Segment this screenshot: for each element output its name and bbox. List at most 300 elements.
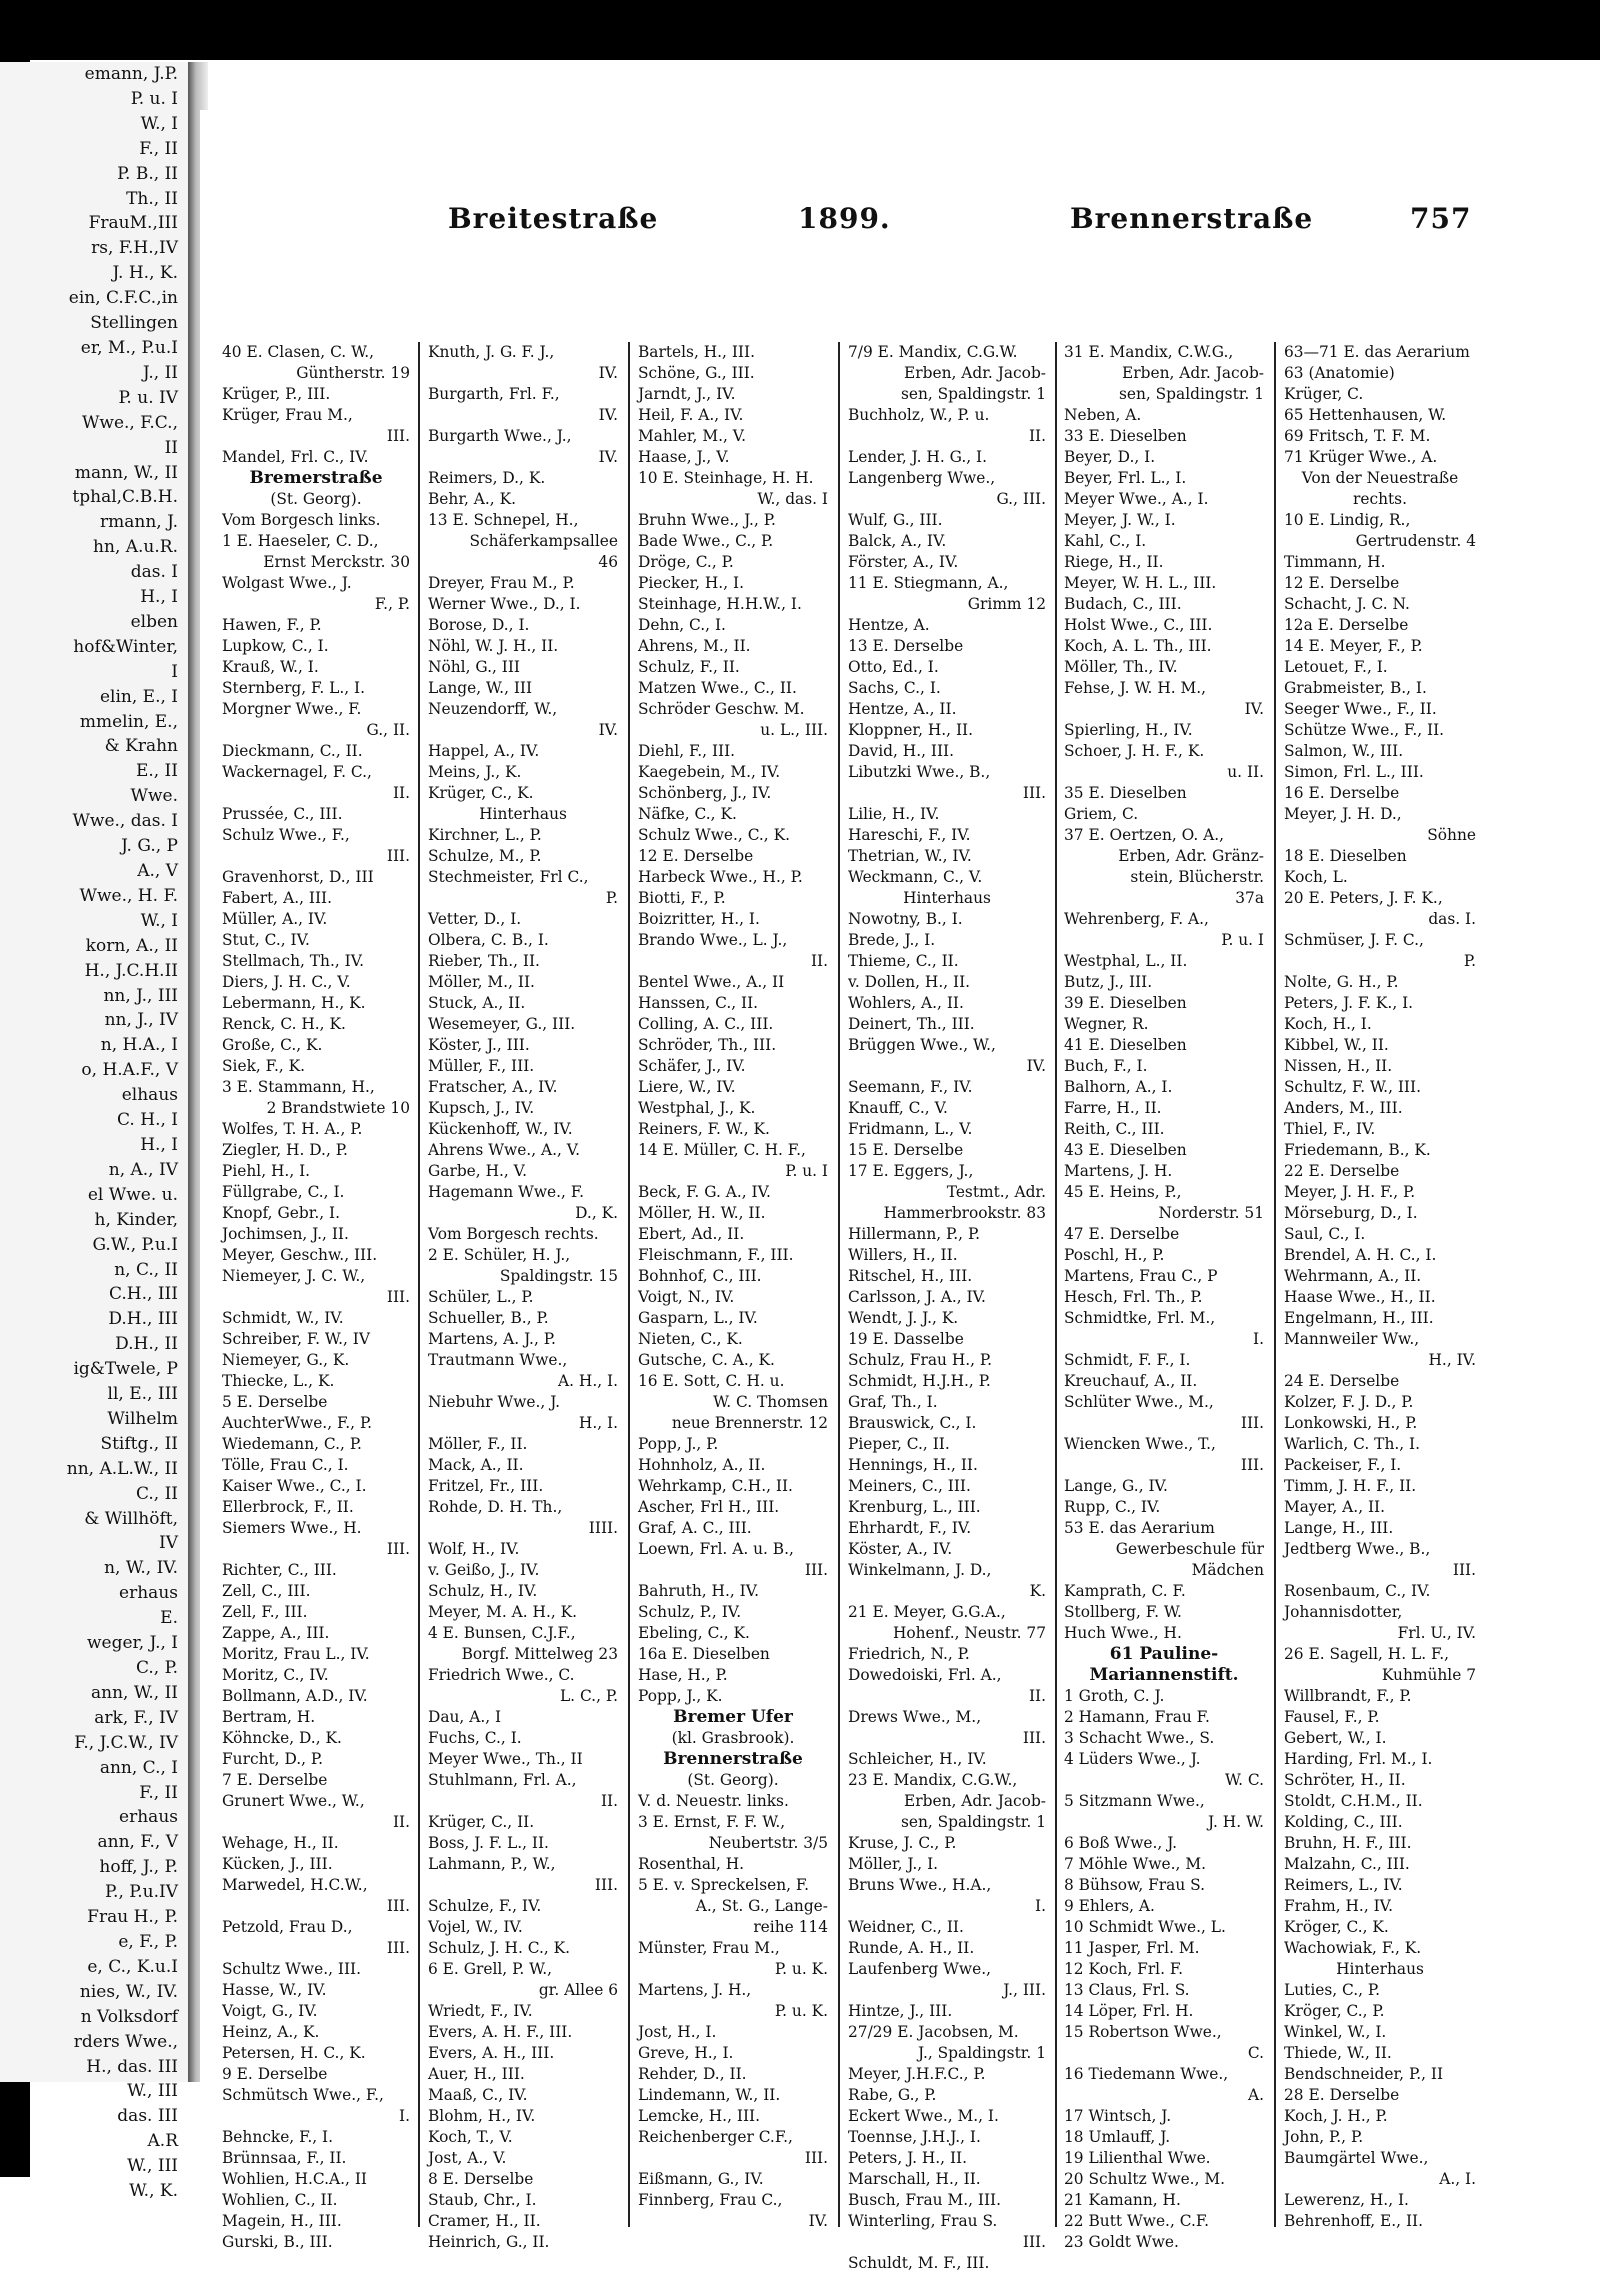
facing-page-line: Wilhelm: [107, 1408, 178, 1429]
section-note: Hinterhaus: [479, 805, 567, 823]
directory-entry: IV.: [598, 721, 618, 739]
directory-entry: Wachowiak, F., K.: [1284, 1939, 1422, 1957]
directory-entry: IIII.: [588, 1519, 618, 1537]
directory-entry: I.: [1035, 1897, 1046, 1915]
directory-entry: Lemcke, H., III.: [638, 2107, 760, 2125]
directory-entry: 28 E. Derselbe: [1284, 2086, 1400, 2104]
directory-entry: 12 Koch, Frl. F.: [1064, 1960, 1184, 1978]
directory-entry: P. u. K.: [774, 2002, 828, 2020]
directory-entry: Hagemann Wwe., F.: [428, 1183, 584, 1201]
directory-entry: Busch, Frau M., III.: [848, 2191, 1002, 2209]
directory-entry: Piecker, H., I.: [638, 574, 744, 592]
directory-entry: Kaegebein, M., IV.: [638, 763, 781, 781]
directory-entry: Renck, C. H., K.: [222, 1015, 346, 1033]
facing-page-line: Frau H., P.: [87, 1907, 178, 1928]
directory-entry: Saul, C., I.: [1284, 1225, 1366, 1243]
directory-entry: Lebermann, H., K.: [222, 994, 366, 1012]
directory-entry: W., das. I: [757, 490, 828, 508]
directory-entry: Schueller, B., P.: [428, 1309, 549, 1327]
directory-entry: gr. Allee 6: [538, 1981, 618, 1999]
directory-entry: Voigt, G., IV.: [222, 2002, 318, 2020]
directory-entry: IV.: [598, 448, 618, 466]
directory-entry: Dieckmann, C., II.: [222, 742, 363, 760]
directory-entry: Bruhn Wwe., J., P.: [638, 511, 776, 529]
directory-entry: Grunert Wwe., W.,: [222, 1792, 365, 1810]
facing-page-line: n Volksdorf: [80, 2006, 178, 2027]
directory-entry: Reimers, D., K.: [428, 469, 546, 487]
directory-entry: 10 E. Lindig, R.,: [1284, 511, 1411, 529]
directory-entry: Knauff, C., V.: [848, 1099, 948, 1117]
facing-page-line: rders Wwe.,: [73, 2031, 178, 2052]
directory-entry: Kamprath, C. F.: [1064, 1582, 1186, 1600]
directory-entry: Westphal, L., II.: [1064, 952, 1188, 970]
facing-page-line: W., K.: [129, 2181, 178, 2202]
directory-entry: Meyer, W. H. L., III.: [1064, 574, 1217, 592]
directory-entry: 71 Krüger Wwe., A.: [1284, 448, 1438, 466]
directory-entry: III.: [804, 1561, 828, 1579]
directory-entry: 4 Lüders Wwe., J.: [1064, 1750, 1201, 1768]
directory-entry: Füllgrabe, C., I.: [222, 1183, 345, 1201]
directory-entry: Zell, F., III.: [222, 1603, 308, 1621]
directory-entry: Ascher, Frl H., III.: [638, 1498, 780, 1516]
directory-entry: Möller, F., II.: [428, 1435, 528, 1453]
directory-entry: Rieber, Th., II.: [428, 952, 540, 970]
directory-entry: Spierling, H., IV.: [1064, 721, 1193, 739]
directory-entry: Mayer, A., II.: [1284, 1498, 1386, 1516]
directory-entry: Schacht, J. C. N.: [1284, 595, 1410, 613]
directory-entry: Trautmann Wwe.,: [428, 1351, 568, 1369]
directory-entry: Meyer, J.H.F.C., P.: [848, 2065, 986, 2083]
directory-entry: Schüler, L., P.: [428, 1288, 534, 1306]
directory-entry: Beyer, Frl. L., I.: [1064, 469, 1187, 487]
directory-entry: Harding, Frl. M., I.: [1284, 1750, 1433, 1768]
directory-entry: Dowedoiski, Frl. A.,: [848, 1666, 1002, 1684]
directory-entry: Bentel Wwe., A., II: [638, 973, 785, 991]
directory-entry: IV.: [808, 2212, 828, 2230]
directory-entry: Brüggen Wwe., W.,: [848, 1036, 996, 1054]
directory-entry: III.: [594, 1876, 618, 1894]
directory-entry: Wesemeyer, G., III.: [428, 1015, 576, 1033]
directory-entry: 16a E. Dieselben: [638, 1645, 770, 1663]
directory-entry: Harbeck Wwe., H., P.: [638, 868, 803, 886]
directory-entry: 13 E. Schnepel, H.,: [428, 511, 579, 529]
directory-entry: Reiners, F. W., K.: [638, 1120, 770, 1138]
directory-entry: 14 Löper, Frl. H.: [1064, 2002, 1194, 2020]
directory-entry: Wendt, J. J., K.: [848, 1309, 959, 1327]
directory-entry: Greve, H., I.: [638, 2044, 734, 2062]
directory-entry: Niemeyer, G., K.: [222, 1351, 350, 1369]
directory-entry: Behr, A., K.: [428, 490, 516, 508]
facing-page-line: D.H., II: [115, 1334, 178, 1355]
directory-entry: Diers, J. H. C., V.: [222, 973, 351, 991]
directory-entry: III.: [386, 1939, 410, 1957]
directory-entry: Hennings, H., II.: [848, 1456, 978, 1474]
directory-entry: sen, Spaldingstr. 1: [900, 385, 1046, 403]
facing-page-line: E., II: [135, 761, 178, 782]
directory-entry: III.: [386, 1897, 410, 1915]
directory-entry: Drews Wwe., M.,: [848, 1708, 982, 1726]
directory-entry: Thieme, C., II.: [848, 952, 959, 970]
directory-entry: Nöhl, G., III: [428, 658, 521, 676]
directory-entry: Peters, J. H., II.: [848, 2149, 968, 2167]
directory-entry: Müller, A., IV.: [222, 910, 328, 928]
directory-entry: Kuhmühle 7: [1381, 1666, 1476, 1684]
directory-entry: Evers, A. H., III.: [428, 2044, 555, 2062]
directory-entry: J. H. W.: [1208, 1813, 1264, 1831]
directory-entry: Schmütsch Wwe., F.,: [222, 2086, 384, 2104]
facing-page-line: C. H., I: [117, 1110, 178, 1131]
directory-entry: 40 E. Clasen, C. W.,: [222, 343, 374, 361]
directory-entry: Boizritter, H., I.: [638, 910, 760, 928]
directory-entry: Hawen, F., P.: [222, 616, 322, 634]
directory-entry: Bendschneider, P., II: [1284, 2065, 1444, 2083]
directory-entry: 12 E. Derselbe: [638, 847, 754, 865]
directory-entry: Schulz, Frau H., P.: [848, 1351, 993, 1369]
directory-entry: Frl. U., IV.: [1397, 1624, 1476, 1642]
directory-entry: 6 E. Grell, P. W.,: [428, 1960, 553, 1978]
directory-entry: Lupkow, C., I.: [222, 637, 329, 655]
directory-entry: 41 E. Dieselben: [1064, 1036, 1187, 1054]
directory-entry: Kröger, C., K.: [1284, 1918, 1389, 1936]
directory-entry: Dehn, C., I.: [638, 616, 726, 634]
directory-entry: Brünnsaa, F., II.: [222, 2149, 347, 2167]
directory-entry: Vom Borgesch rechts.: [428, 1225, 599, 1243]
facing-page-line: C., P.: [135, 1658, 178, 1678]
directory-column-2: [428, 342, 618, 2253]
directory-entry: III.: [804, 2149, 828, 2167]
directory-entry: Bertram, H.: [222, 1708, 316, 1726]
directory-entry: Thiel, F., IV.: [1284, 1120, 1376, 1138]
directory-entry: II.: [392, 1813, 410, 1831]
directory-entry: G., II.: [366, 721, 410, 739]
directory-entry: Colling, A. C., III.: [638, 1015, 774, 1033]
directory-entry: Malzahn, C., III.: [1284, 1855, 1410, 1873]
facing-page-line: tphal,C.B.H.: [72, 487, 178, 508]
facing-page-line: H., J.C.H.II: [84, 960, 178, 981]
directory-entry: Rosenthal, H.: [638, 1855, 745, 1873]
directory-entry: Wolf, H., IV.: [428, 1540, 520, 1558]
directory-entry: Budach, C., III.: [1064, 595, 1182, 613]
directory-entry: 10 E. Steinhage, H. H.: [638, 469, 814, 487]
directory-entry: 22 Butt Wwe., C.F.: [1064, 2212, 1210, 2230]
directory-entry: J., III.: [1003, 1981, 1046, 1999]
directory-entry: v. Geißo, J., IV.: [428, 1561, 540, 1579]
facing-page-line: G.W., P.u.I: [92, 1234, 178, 1255]
directory-entry: 63—71 E. das Aerarium: [1284, 343, 1470, 361]
directory-entry: Wehage, H., II.: [222, 1834, 339, 1852]
directory-entry: 24 E. Derselbe: [1284, 1372, 1400, 1390]
directory-entry: Fritzel, Fr., III.: [428, 1477, 544, 1495]
directory-entry: Testmt., Adr.: [946, 1183, 1046, 1201]
directory-entry: Moritz, Frau L., IV.: [222, 1645, 370, 1663]
directory-entry: Kruse, J. C., P.: [848, 1834, 957, 1852]
directory-entry: Schulz, H., IV.: [428, 1582, 538, 1600]
facing-page-line: nies, W., IV.: [79, 1981, 178, 2002]
directory-entry: Näfke, C., K.: [638, 805, 737, 823]
section-note: (St. Georg).: [270, 490, 362, 508]
facing-page-line: II: [164, 437, 178, 458]
directory-entry: Lilie, H., IV.: [848, 805, 940, 823]
directory-entry: IV.: [598, 364, 618, 382]
directory-entry: Wohlers, A., II.: [848, 994, 964, 1012]
directory-entry: 21 E. Meyer, G.G.A.,: [848, 1603, 1006, 1621]
facing-page-line: ark, F., IV: [94, 1707, 178, 1728]
scan-top-edge: [0, 0, 1600, 60]
directory-entry: Kolzer, F. J. D., P.: [1284, 1393, 1414, 1411]
directory-entry: Martens, Frau C., P: [1064, 1267, 1218, 1285]
directory-entry: Blohm, H., IV.: [428, 2107, 536, 2125]
directory-entry: H., IV.: [1428, 1351, 1476, 1369]
directory-entry: Koch, A. L. Th., III.: [1064, 637, 1212, 655]
directory-entry: G., III.: [996, 490, 1046, 508]
directory-entry: Fleischmann, F., III.: [638, 1246, 794, 1264]
directory-entry: Balhorn, A., I.: [1064, 1078, 1173, 1096]
directory-entry: 12 E. Derselbe: [1284, 574, 1400, 592]
directory-entry: 69 Fritsch, T. F. M.: [1284, 427, 1431, 445]
directory-entry: Kolding, C., III.: [1284, 1813, 1403, 1831]
directory-entry: A. H., I.: [558, 1372, 618, 1390]
directory-entry: 6 Boß Wwe., J.: [1064, 1834, 1178, 1852]
directory-entry: Reith, C., III.: [1064, 1120, 1165, 1138]
facing-page-line: hoff, J., P.: [99, 1857, 178, 1878]
directory-entry: A.: [1247, 2086, 1264, 2104]
facing-page-line: elben: [130, 611, 178, 632]
directory-column-4: [848, 342, 1046, 2274]
directory-entry: Schröder, Th., III.: [638, 1036, 777, 1054]
facing-page-line: n, C., II: [114, 1259, 178, 1280]
directory-entry: Kröger, C., P.: [1284, 2002, 1385, 2020]
directory-entry: Schröder Geschw. M.: [638, 700, 805, 718]
facing-page-line: I: [171, 661, 178, 682]
directory-entry: Thiede, W., II.: [1284, 2044, 1392, 2062]
directory-entry: Mädchen: [1191, 1561, 1264, 1579]
directory-entry: Seeger Wwe., F., II.: [1284, 700, 1437, 718]
facing-page-line: e, F., P.: [118, 1931, 178, 1952]
directory-entry: Koch, J. H., P.: [1284, 2107, 1388, 2125]
directory-entry: Möller, M., II.: [428, 973, 535, 991]
facing-page-line: e, C., K.u.I: [87, 1956, 178, 1977]
directory-entry: Otto, Ed., I.: [848, 658, 939, 676]
directory-entry: 16 Tiedemann Wwe.,: [1064, 2065, 1229, 2083]
directory-entry: Wiencken Wwe., T.,: [1064, 1435, 1216, 1453]
directory-entry: Hillermann, P., P.: [848, 1225, 981, 1243]
street-heading: Mariannenstift.: [1089, 1665, 1239, 1685]
directory-entry: Grabmeister, B., I.: [1284, 679, 1427, 697]
facing-page-line: ann, F., V: [97, 1832, 178, 1853]
directory-entry: Wolfes, T. H. A., P.: [222, 1120, 363, 1138]
directory-entry: Rohde, D. H. Th.,: [428, 1498, 563, 1516]
directory-entry: Evers, A. H. F., III.: [428, 2023, 573, 2041]
directory-entry: Boss, J. F. L., II.: [428, 1834, 549, 1852]
directory-entry: Söhne: [1427, 826, 1476, 844]
directory-entry: Behncke, F., I.: [222, 2128, 334, 2146]
facing-page-line: nn, J., III: [103, 985, 178, 1006]
directory-entry: 63 (Anatomie): [1284, 364, 1395, 382]
directory-entry: Wulf, G., III.: [848, 511, 943, 529]
facing-page-line: A.R: [147, 2131, 178, 2152]
directory-entry: Dreyer, Frau M., P.: [428, 574, 575, 592]
directory-entry: Friedrich Wwe., C.: [428, 1666, 575, 1684]
directory-entry: Erben, Adr. Gränz-: [1118, 847, 1264, 865]
directory-entry: Voigt, N., IV.: [638, 1288, 735, 1306]
directory-entry: Stuhlmann, Frl. A.,: [428, 1771, 577, 1789]
street-heading: 61 Pauline-: [1109, 1644, 1219, 1664]
directory-entry: Stechmeister, Frl C.,: [428, 868, 589, 886]
directory-entry: 65 Hettenhausen, W.: [1284, 406, 1447, 424]
directory-entry: Schmidt, H.J.H., P.: [848, 1372, 991, 1390]
directory-entry: 11 Jasper, Frl. M.: [1064, 1939, 1200, 1957]
directory-entry: Zell, C., III.: [222, 1582, 311, 1600]
facing-page-line: J. G., P: [121, 836, 178, 857]
directory-entry: 7/9 E. Mandix, C.G.W.: [848, 343, 1018, 361]
directory-entry: Frahm, H., IV.: [1284, 1897, 1393, 1915]
directory-entry: III.: [1022, 1729, 1046, 1747]
directory-entry: Gutsche, C. A., K.: [638, 1351, 775, 1369]
directory-entry: Köster, A., IV.: [848, 1540, 953, 1558]
directory-entry: Reichenberger C.F.,: [638, 2128, 793, 2146]
column-divider: [1055, 342, 1057, 2227]
directory-entry: Mack, A., II.: [428, 1456, 524, 1474]
directory-entry: Martens, A. J., P.: [428, 1330, 556, 1348]
facing-page-line: & Krahn: [104, 736, 178, 757]
directory-entry: II.: [1028, 1687, 1046, 1705]
directory-entry: Vetter, D., I.: [428, 910, 522, 928]
directory-entry: 1 Groth, C. J.: [1064, 1687, 1165, 1705]
directory-entry: Stuck, A., II.: [428, 994, 526, 1012]
directory-entry: Möller, H. W., II.: [638, 1204, 766, 1222]
directory-entry: Johannisdotter,: [1284, 1603, 1403, 1621]
directory-column-6: [1284, 342, 1476, 2232]
directory-entry: Weckmann, C., V.: [848, 868, 983, 886]
directory-entry: Zappe, A., III.: [222, 1624, 330, 1642]
facing-page-fragment: [0, 62, 191, 2202]
directory-entry: H., I.: [578, 1414, 618, 1432]
directory-entry: Siemers Wwe., H.: [222, 1519, 362, 1537]
header-left-street: Breitestraße: [448, 202, 659, 235]
directory-entry: III.: [1022, 2233, 1046, 2251]
directory-entry: Popp, J., P.: [638, 1435, 719, 1453]
street-heading: Brennerstraße: [663, 1749, 803, 1769]
directory-entry: 9 E. Derselbe: [222, 2065, 328, 2083]
directory-entry: neue Brennerstr. 12: [671, 1414, 828, 1432]
directory-entry: Balck, A., IV.: [848, 532, 947, 550]
directory-entry: Erben, Adr. Jacob-: [1122, 364, 1264, 382]
directory-entry: Niebuhr Wwe., J.: [428, 1393, 561, 1411]
directory-entry: Nolte, G. H., P.: [1284, 973, 1399, 991]
directory-entry: 15 E. Derselbe: [848, 1141, 964, 1159]
directory-entry: 14 E. Müller, C. H. F.,: [638, 1141, 806, 1159]
header-right-street: Brennerstraße: [1070, 202, 1314, 235]
directory-entry: Niemeyer, J. C. W.,: [222, 1267, 366, 1285]
facing-page-line: P., P.u.IV: [105, 1882, 178, 1903]
directory-entry: Krüger, C.: [1284, 385, 1364, 403]
directory-entry: 8 Bühsow, Frau S.: [1064, 1876, 1206, 1894]
directory-entry: 3 Schacht Wwe., S.: [1064, 1729, 1215, 1747]
directory-entry: u. II.: [1227, 763, 1264, 781]
directory-entry: Sachs, C., I.: [848, 679, 941, 697]
section-note: Hinterhaus: [903, 889, 991, 907]
directory-entry: A., St. G., Lange-: [695, 1897, 828, 1915]
directory-entry: Winkelmann, J. D.,: [848, 1561, 992, 1579]
directory-entry: Dröge, C., P.: [638, 553, 734, 571]
directory-entry: IV.: [1026, 1057, 1046, 1075]
directory-entry: F., P.: [374, 595, 410, 613]
facing-page-line: IV: [159, 1533, 178, 1554]
directory-entry: Dau, A., I: [428, 1708, 502, 1726]
directory-entry: Peters, J. F. K., I.: [1284, 994, 1414, 1012]
directory-entry: Wehrkamp, C.H., II.: [638, 1477, 793, 1495]
directory-entry: Marwedel, H.C.W.,: [222, 1876, 368, 1894]
directory-entry: 16 E. Derselbe: [1284, 784, 1400, 802]
directory-entry: Seemann, F., IV.: [848, 1078, 973, 1096]
facing-page-line: C., II: [135, 1483, 178, 1504]
directory-entry: Mörseburg, D., I.: [1284, 1204, 1418, 1222]
directory-entry: Bruhn, H. F., III.: [1284, 1834, 1412, 1852]
directory-entry: 1 E. Haeseler, C. D.,: [222, 532, 379, 550]
directory-entry: 46: [598, 553, 618, 571]
directory-entry: Knuth, J. G. F. J.,: [428, 343, 555, 361]
directory-entry: Ziegler, H. D., P.: [222, 1141, 348, 1159]
directory-entry: Mandel, Frl. C., IV.: [222, 448, 369, 466]
directory-entry: Haase Wwe., H., II.: [1284, 1288, 1436, 1306]
directory-entry: Packeiser, F., I.: [1284, 1456, 1402, 1474]
directory-entry: III.: [1022, 784, 1046, 802]
directory-entry: 39 E. Dieselben: [1064, 994, 1187, 1012]
directory-entry: Diehl, F., III.: [638, 742, 736, 760]
directory-entry: P. u. K.: [774, 1960, 828, 1978]
directory-entry: Beyer, D., I.: [1064, 448, 1156, 466]
directory-entry: Schulze, F., IV.: [428, 1897, 542, 1915]
facing-page-line: elhaus: [121, 1085, 178, 1106]
directory-entry: Schleicher, H., IV.: [848, 1750, 987, 1768]
directory-entry: Richter, C., III.: [222, 1561, 337, 1579]
facing-page-line: mmelin, E.,: [79, 711, 178, 732]
directory-entry: Krüger, P., III.: [222, 385, 331, 403]
directory-entry: Burgarth, Frl. F.,: [428, 385, 560, 403]
page-header: [200, 202, 1580, 242]
directory-entry: Bollmann, A.D., IV.: [222, 1687, 368, 1705]
directory-entry: Olbera, C. B., I.: [428, 931, 549, 949]
directory-entry: Müller, F., III.: [428, 1057, 535, 1075]
directory-entry: Wehrmann, A., II.: [1284, 1267, 1422, 1285]
directory-entry: C.: [1247, 2044, 1264, 2062]
directory-entry: Nowotny, B., I.: [848, 910, 963, 928]
directory-entry: Schuldt, M. F., III.: [848, 2254, 990, 2272]
facing-page-line: elin, E., I: [99, 686, 178, 707]
directory-entry: Anders, M., III.: [1284, 1099, 1403, 1117]
directory-entry: u. L., III.: [760, 721, 828, 739]
facing-page-line: A., V: [137, 861, 178, 881]
directory-entry: Schulz, J. H. C., K.: [428, 1939, 571, 1957]
directory-entry: Schultz Wwe., III.: [222, 1960, 362, 1978]
directory-entry: Kaiser Wwe., C., I.: [222, 1477, 367, 1495]
directory-entry: Holst Wwe., C., III.: [1064, 616, 1213, 634]
directory-entry: Köhncke, D., K.: [222, 1729, 342, 1747]
directory-entry: Werner Wwe., D., I.: [428, 595, 581, 613]
directory-entry: P. u. I: [1221, 931, 1264, 949]
directory-entry: Hasse, W., IV.: [222, 1981, 327, 1999]
directory-entry: Schreiber, F. W., IV: [222, 1330, 370, 1348]
directory-entry: Meyer, M. A. H., K.: [428, 1603, 578, 1621]
directory-entry: Hentze, A., II.: [848, 700, 957, 718]
directory-entry: 47 E. Derselbe: [1064, 1225, 1180, 1243]
directory-entry: Staub, Chr., I.: [428, 2191, 537, 2209]
directory-entry: Vojel, W., IV.: [428, 1918, 523, 1936]
directory-entry: 2 Brandstwiete 10: [266, 1099, 410, 1117]
directory-entry: Norderstr. 51: [1158, 1204, 1264, 1222]
directory-entry: 20 E. Peters, J. F. K.,: [1284, 889, 1443, 907]
directory-entry: Rupp, C., IV.: [1064, 1498, 1161, 1516]
